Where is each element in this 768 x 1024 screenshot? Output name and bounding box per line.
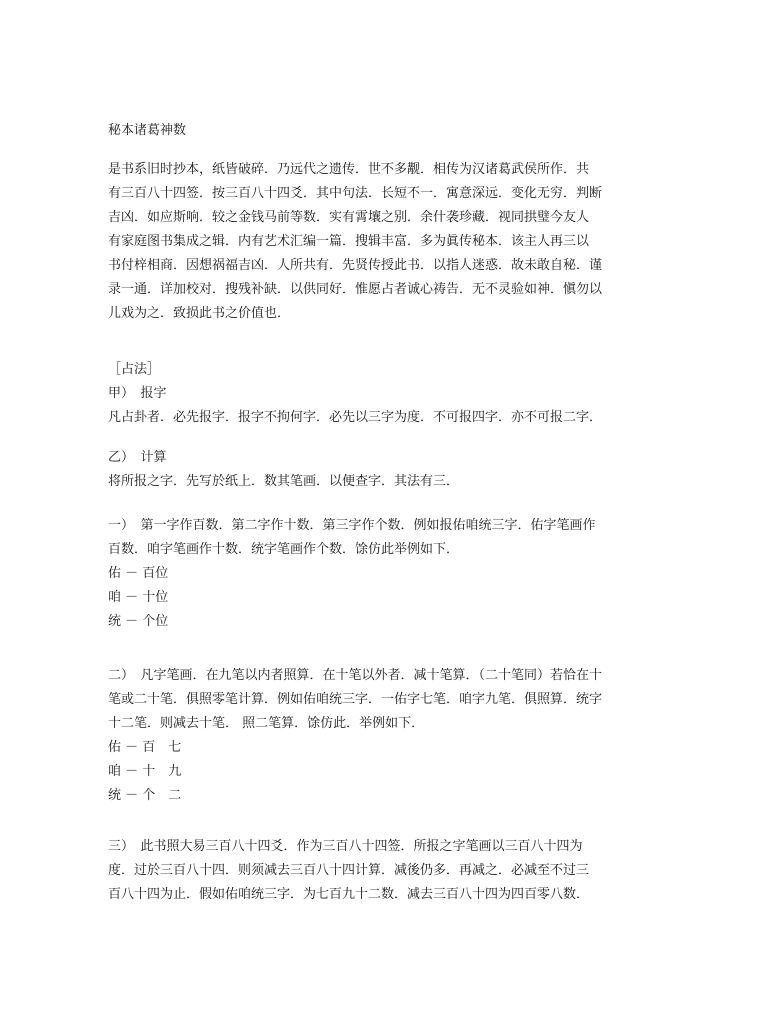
intro-line: 儿戏为之．致损此书之价值也． <box>108 306 291 321</box>
rule-one <box>108 514 596 634</box>
rule-line: 三） 此书照大易三百八十四爻．作为三百八十四签．所报之字笔画以三百八十四为 <box>108 839 583 854</box>
subsection-heading-yi: 乙） 计算 <box>108 450 167 465</box>
intro-line: 是书系旧时抄本，纸皆破碎．乃远代之遗传．世不多觏．相传为汉诸葛武侯所作．共 <box>108 162 590 177</box>
intro-line: 有三百八十四签．按三百八十四爻．其中句法．长短不一．寓意深远．变化无穷．判断 <box>108 186 603 201</box>
document-title: 秘本诸葛神数 <box>108 123 187 138</box>
method-section-header <box>108 358 167 406</box>
rule-line: 一） 第一字作百数．第二字作十数．第三字作个数．例如报佑咱统三字．佑字笔画作 <box>108 518 596 533</box>
example-line: 咱 － 十 九 <box>108 764 182 779</box>
body-line: 凡占卦者．必先报字．报字不拘何字．必先以三字为度．不可报四字．亦不可报二字． <box>108 410 603 425</box>
subsection-heading-jia: 甲） 报字 <box>108 386 167 401</box>
subsection-jia-text <box>108 406 602 430</box>
example-line: 咱 － 十位 <box>108 590 169 605</box>
example-line: 统 － 个位 <box>108 614 169 629</box>
body-line: 将所报之字．先写於纸上．数其笔画．以便查字．其法有三． <box>108 474 460 489</box>
rule-line: 度．过於三百八十四．则须减去三百八十四计算．减後仍多．再减之．必减至不过三 <box>108 863 590 878</box>
intro-line: 录一通．详加校对．搜残补缺．以供同好．惟愿占者诚心祷告．无不灵验如神．愼勿以 <box>108 282 603 297</box>
intro-paragraph <box>108 158 602 326</box>
intro-line: 有家庭图书集成之辑．内有艺术汇编一篇．搜辑丰富．多为眞传秘本．该主人再三以 <box>108 234 590 249</box>
rule-line: 笔或二十笔．俱照零笔计算．例如佑咱统三字．一佑字七笔．咱字九笔．俱照算．统字 <box>108 692 603 707</box>
subsection-yi <box>108 446 459 494</box>
intro-line: 吉凶．如应斯响．较之金钱马前等数．实有霄壤之别．余什袭珍藏．视同拱璧今友人 <box>108 210 590 225</box>
rule-line: 百八十四为止．假如佑咱统三字．为七百九十二数．减去三百八十四为四百零八数． <box>108 887 590 902</box>
section-heading: ［占法］ <box>108 362 161 377</box>
rule-two <box>108 664 602 808</box>
rule-three <box>108 835 589 907</box>
rule-line: 十二笔．则减去十笔． 照二笔算．馀仿此．举例如下． <box>108 716 425 731</box>
example-line: 统 － 个 二 <box>108 788 182 803</box>
rule-line: 二） 凡字笔画．在九笔以内者照算．在十笔以外者．减十笔算．（二十笔同）若恰在十 <box>108 668 603 683</box>
example-line: 佑 － 百 七 <box>108 740 182 755</box>
rule-line: 百数．咱字笔画作十数．统字笔画作个数．馀仿此举例如下． <box>108 542 460 557</box>
example-line: 佑 － 百位 <box>108 566 169 581</box>
intro-line: 书付梓相商．因想祸福吉凶．人所共有．先贤传授此书．以指人迷惑．故未敢自秘．谨 <box>108 258 603 273</box>
